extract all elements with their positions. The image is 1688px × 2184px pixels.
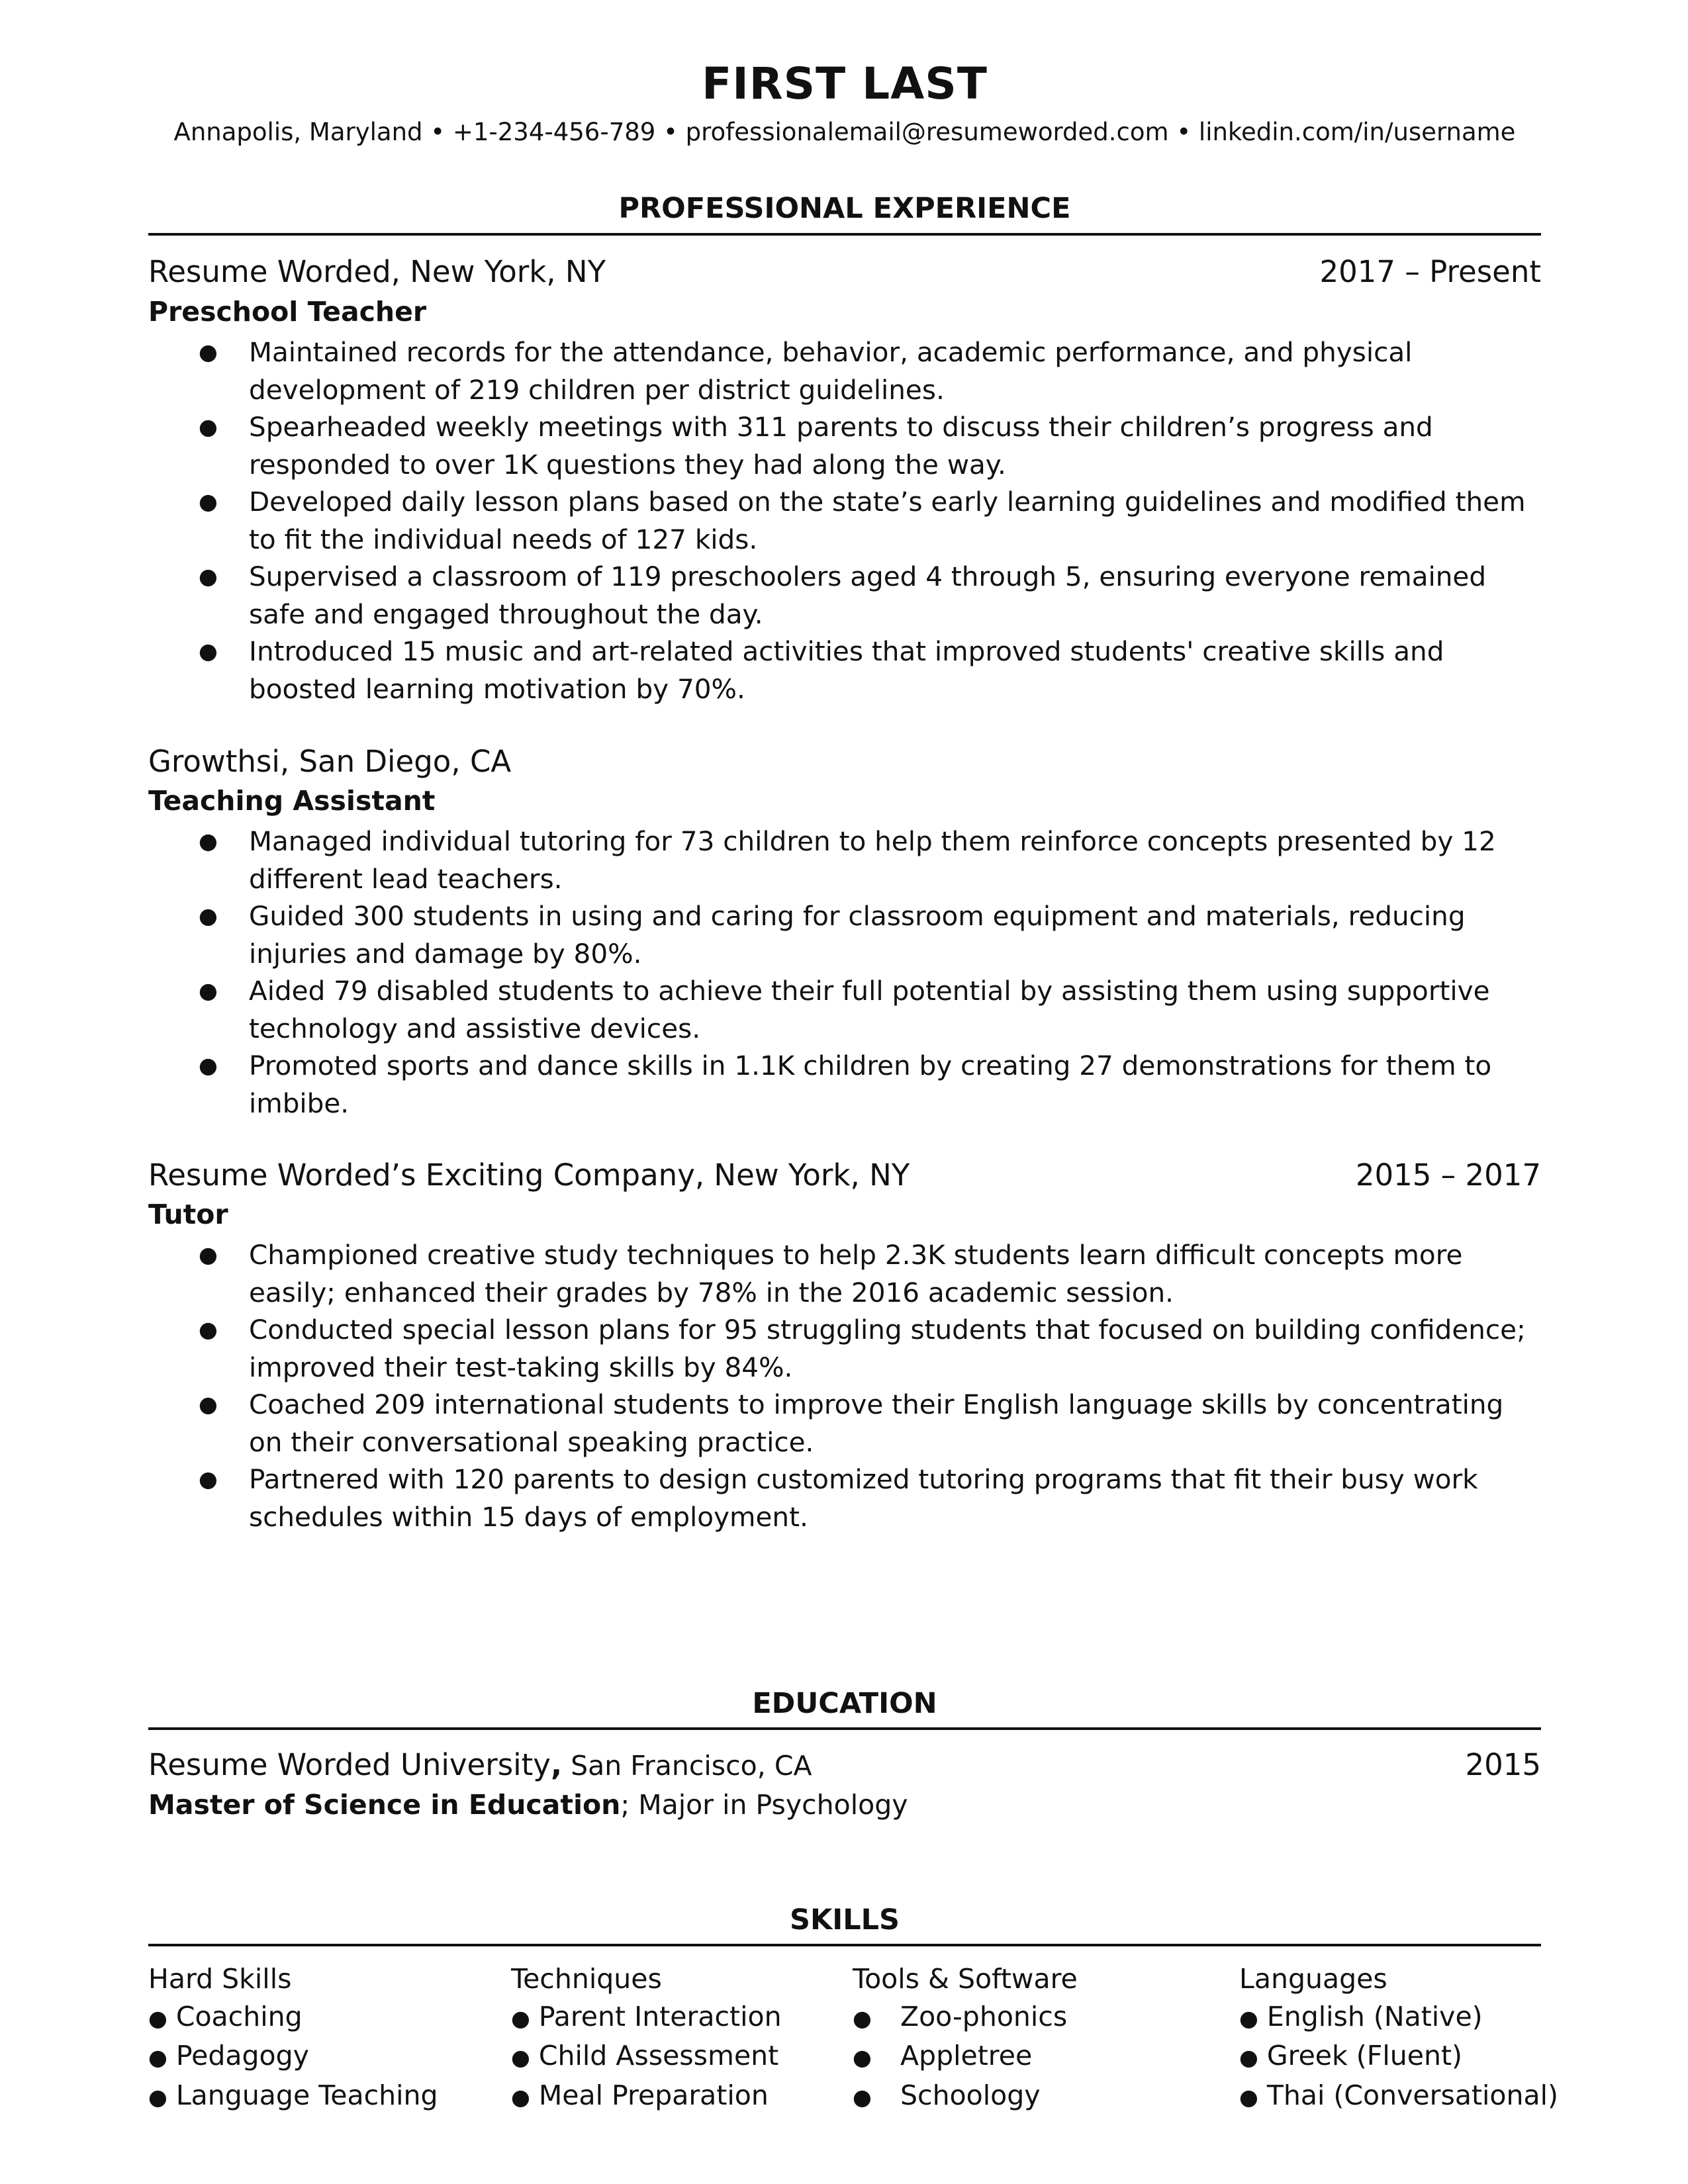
bullet-item: ● Maintained records for the attendance, behavior, academic performance, and physical development of 219 children per district guidelines. [148,334,1541,408]
skill-item: ● Parent Interaction [511,2000,782,2032]
experience-divider [148,233,1541,236]
job-header [148,744,1541,779]
skills-divider [148,1944,1541,1946]
bullet-icon: ● [853,2083,872,2110]
bullet-item: ● Introduced 15 music and art-related activities that improved students' creative skills and boosted learning motivation by 70%. [148,633,1541,707]
job-company: Growthsi, San Diego, CA [148,744,512,779]
degree-major: ; Major in Psychology [620,1789,908,1821]
job-header [148,1158,1541,1193]
school-location: San Francisco, CA [562,1750,812,1782]
bullet-item: ● Managed individual tutoring for 73 children to help them reinforce concepts presented by 12 different lead teachers. [148,823,1541,897]
bullet-icon: ● [511,2005,530,2031]
skill-item: ● Zoo-phonics [853,1998,1078,2038]
skill-item: ● Thai (Conversational) [1239,2079,1558,2111]
education-degree [148,1789,908,1821]
bullet-item: ● Partnered with 120 parents to design customized tutoring programs that fit their busy work schedules within 15 days of employment. [148,1461,1541,1535]
school-name: Resume Worded University [148,1747,551,1782]
bullet-icon: ● [148,2083,167,2110]
skill-item: ● Coaching [148,2000,303,2032]
skill-item: ● Pedagogy [148,2040,309,2071]
contact-line: Annapolis, Maryland • +1-234-456-789 • professionalemail@resumeworded.com • linkedin.com/in/username [173,118,1516,146]
bullet-item: ● Developed daily lesson plans based on the state’s early learning guidelines and modified them to fit the individual needs of 127 kids. [148,483,1541,558]
bullet-item: ● Promoted sports and dance skills in 1.1K children by creating 27 demonstrations for them to imbibe. [148,1047,1541,1122]
bullet-icon: ● [853,2044,872,2070]
job-bullets [148,823,1541,1122]
education-header [148,1747,1541,1782]
skills-column-heading: Techniques [511,1963,662,1995]
experience-section-title: PROFESSIONAL EXPERIENCE [618,192,1071,225]
bullet-item: ● Aided 79 disabled students to achieve their full potential by assisting them using supportive technology and assistive devices. [148,972,1541,1047]
bullet-icon: ● [148,2044,167,2070]
skills-column-hard-skills [148,1960,438,2116]
skills-column-heading: Tools & Software [853,1963,1078,1995]
bullet-item: ● Supervised a classroom of 119 preschoolers aged 4 through 5, ensuring everyone remained safe and engaged throughout the day. [148,558,1541,633]
bullet-icon: ● [1239,2005,1258,2031]
skill-item: ● Meal Preparation [511,2079,769,2111]
job-date: 2015 – 2017 [1355,1158,1541,1193]
bullet-icon: ● [511,2044,530,2070]
skill-item: ● Schoology [853,2077,1078,2116]
bullet-item: ● Coached 209 international students to improve their English language skills by concentrating on their conversational speaking practice. [148,1386,1541,1461]
job-company: Resume Worded, New York, NY [148,254,606,289]
bullet-item: ● Championed creative study techniques to help 2.3K students learn difficult concepts more easily; enhanced their grades by 78% in the 2016 academic session. [148,1236,1541,1311]
job-header [148,254,1541,289]
education-divider [148,1727,1541,1730]
skill-item: ● Language Teaching [148,2079,438,2111]
school-comma: , [550,1747,563,1782]
bullet-item: ● Conducted special lesson plans for 95 struggling students that focused on building confidence; improved their test-taking skills by 84%. [148,1311,1541,1386]
skill-item: ● Greek (Fluent) [1239,2040,1463,2071]
candidate-name: FIRST LAST [702,58,988,109]
bullet-icon: ● [1239,2044,1258,2070]
job-bullets [148,1236,1541,1535]
bullet-item: ● Guided 300 students in using and caring for classroom equipment and materials, reducing injuries and damage by 80%. [148,897,1541,972]
skills-section-title: SKILLS [789,1903,900,1936]
job-company: Resume Worded’s Exciting Company, New York, NY [148,1158,910,1193]
degree-name: Master of Science in Education [148,1789,621,1821]
skills-column-heading: Hard Skills [148,1963,292,1995]
job-role: Preschool Teacher [148,296,427,328]
education-section-title: EDUCATION [752,1687,937,1720]
skills-column-languages [1239,1960,1558,2116]
bullet-icon: ● [1239,2083,1258,2110]
bullet-icon: ● [148,2005,167,2031]
bullet-icon: ● [853,2005,872,2031]
skill-item: ● English (Native) [1239,2000,1483,2032]
skill-item: ● Child Assessment [511,2040,779,2071]
job-date: 2017 – Present [1319,254,1541,289]
job-role: Tutor [148,1199,228,1230]
education-date: 2015 [1465,1747,1541,1782]
skill-item: ● Appletree [853,2037,1078,2077]
bullet-item: ● Spearheaded weekly meetings with 311 parents to discuss their children’s progress and responded to over 1K questions they had along the way. [148,408,1541,483]
job-bullets [148,334,1541,707]
bullet-icon: ● [511,2083,530,2110]
job-role: Teaching Assistant [148,785,436,817]
skills-column-tools-software [853,1960,1078,2116]
skills-column-techniques [511,1960,782,2116]
skills-column-heading: Languages [1239,1963,1387,1995]
